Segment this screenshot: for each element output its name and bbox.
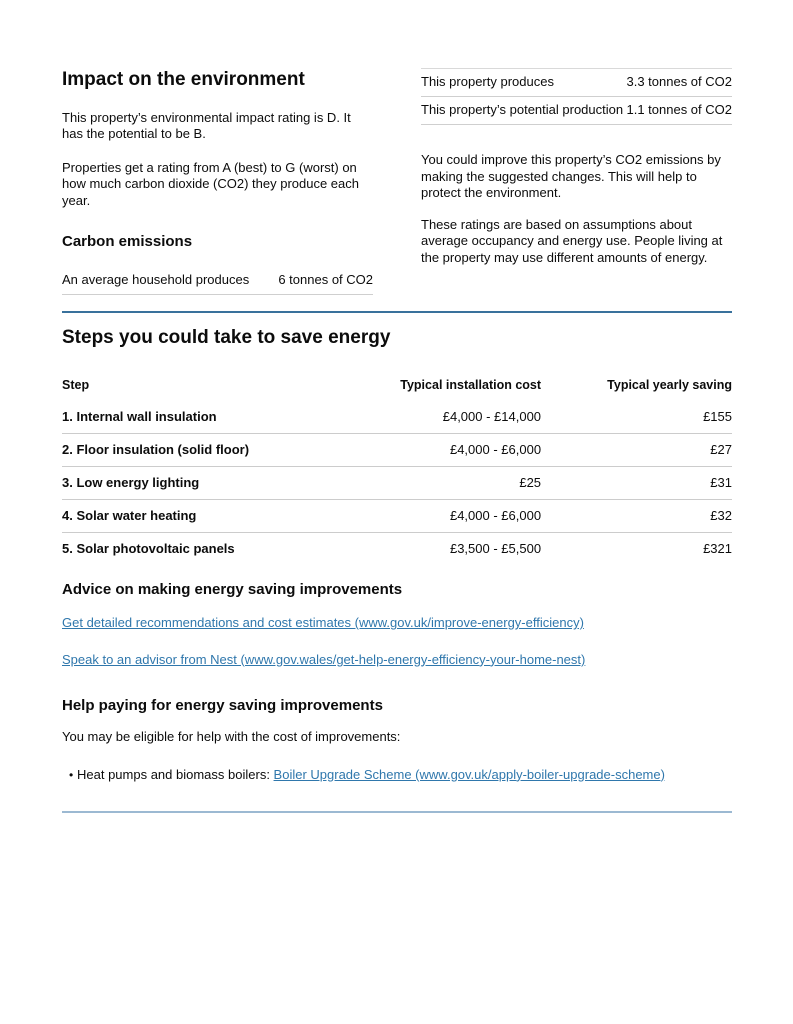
- table-row: [62, 401, 732, 434]
- help-bullet-text: [77, 767, 665, 784]
- step-saving: £27: [541, 434, 732, 467]
- carbon-row-label: An average household produces: [62, 267, 269, 295]
- environment-right-column: [421, 68, 732, 295]
- environment-left-column: [62, 68, 373, 295]
- step-cost: £4,000 - £6,000: [364, 500, 542, 533]
- bullet-icon: •: [69, 767, 74, 782]
- recommendations-link[interactable]: Get detailed recommendations and cost estimates (www.gov.uk/improve-energy-efficiency): [62, 615, 584, 631]
- page-end-divider: [62, 811, 732, 813]
- table-row: [62, 434, 732, 467]
- table-row: [421, 69, 732, 97]
- table-row: [62, 533, 732, 566]
- step-saving: £32: [541, 500, 732, 533]
- advice-heading: Advice on making energy saving improvements: [62, 581, 403, 599]
- co2-row-value: 1.1 tonnes of CO2: [625, 97, 732, 125]
- environment-section: [62, 0, 732, 295]
- column-header-saving: Typical yearly saving: [607, 378, 732, 393]
- bullet-prefix-text: Heat pumps and biomass boilers:: [77, 766, 274, 782]
- environment-assumptions-text: These ratings are based on assumptions about average occupancy and energy use. People living at the property may use different amounts of energy.: [421, 216, 723, 265]
- step-saving: £321: [541, 533, 732, 566]
- environment-rating-text: This property’s environmental impact rating is D. It has the potential to be B.: [62, 109, 351, 142]
- co2-row-label: This property produces: [421, 69, 625, 97]
- step-name: 1. Internal wall insulation: [62, 409, 217, 425]
- step-cost: £4,000 - £6,000: [364, 434, 542, 467]
- steps-heading: Steps you could take to save energy: [62, 327, 391, 349]
- environment-explain-text: Properties get a rating from A (best) to G (worst) on how much carbon dioxide (CO2) they produce each year.: [62, 159, 359, 208]
- step-saving: £31: [541, 467, 732, 500]
- step-name: 3. Low energy lighting: [62, 467, 364, 500]
- step-cost: £4,000 - £14,000: [442, 409, 542, 425]
- environment-improve-text: You could improve this property’s CO2 emissions by making the suggested changes. This will help to protect the environment.: [421, 152, 721, 200]
- table-row: [62, 467, 732, 500]
- advice-link-line: [62, 615, 732, 632]
- table-row: [62, 500, 732, 533]
- step-name: 2. Floor insulation (solid floor): [62, 434, 364, 467]
- table-row: [62, 267, 373, 295]
- column-header-step: Step: [62, 378, 90, 393]
- help-bullet-item: [62, 767, 732, 784]
- step-cost: £3,500 - £5,500: [364, 533, 542, 566]
- environment-heading: Impact on the environment: [62, 69, 305, 90]
- step-cost: £25: [364, 467, 542, 500]
- help-intro-text: You may be eligible for help with the cost of improvements:: [62, 729, 401, 745]
- section-divider: [62, 311, 732, 313]
- nest-advisor-link[interactable]: Speak to an advisor from Nest (www.gov.wales/get-help-energy-efficiency-your-home-nest): [62, 651, 586, 667]
- co2-production-table: [421, 68, 732, 125]
- carbon-emissions-table: [62, 267, 373, 295]
- carbon-row-value: 6 tonnes of CO2: [269, 267, 373, 295]
- boiler-upgrade-scheme-link[interactable]: Boiler Upgrade Scheme (www.gov.uk/apply-boiler-upgrade-scheme): [273, 766, 665, 782]
- column-header-cost: Typical installation cost: [400, 378, 542, 393]
- advice-link-line: [62, 652, 732, 669]
- help-heading: Help paying for energy saving improvements: [62, 697, 383, 715]
- step-saving: £155: [703, 409, 732, 425]
- carbon-emissions-heading: Carbon emissions: [62, 233, 193, 251]
- co2-row-value: 3.3 tonnes of CO2: [625, 69, 732, 97]
- co2-row-label: This property’s potential production: [421, 97, 625, 125]
- table-row: [421, 97, 732, 125]
- table-header-row: [62, 377, 732, 401]
- energy-saving-steps-table: [62, 377, 732, 565]
- step-name: 4. Solar water heating: [62, 500, 364, 533]
- step-name: 5. Solar photovoltaic panels: [62, 533, 364, 566]
